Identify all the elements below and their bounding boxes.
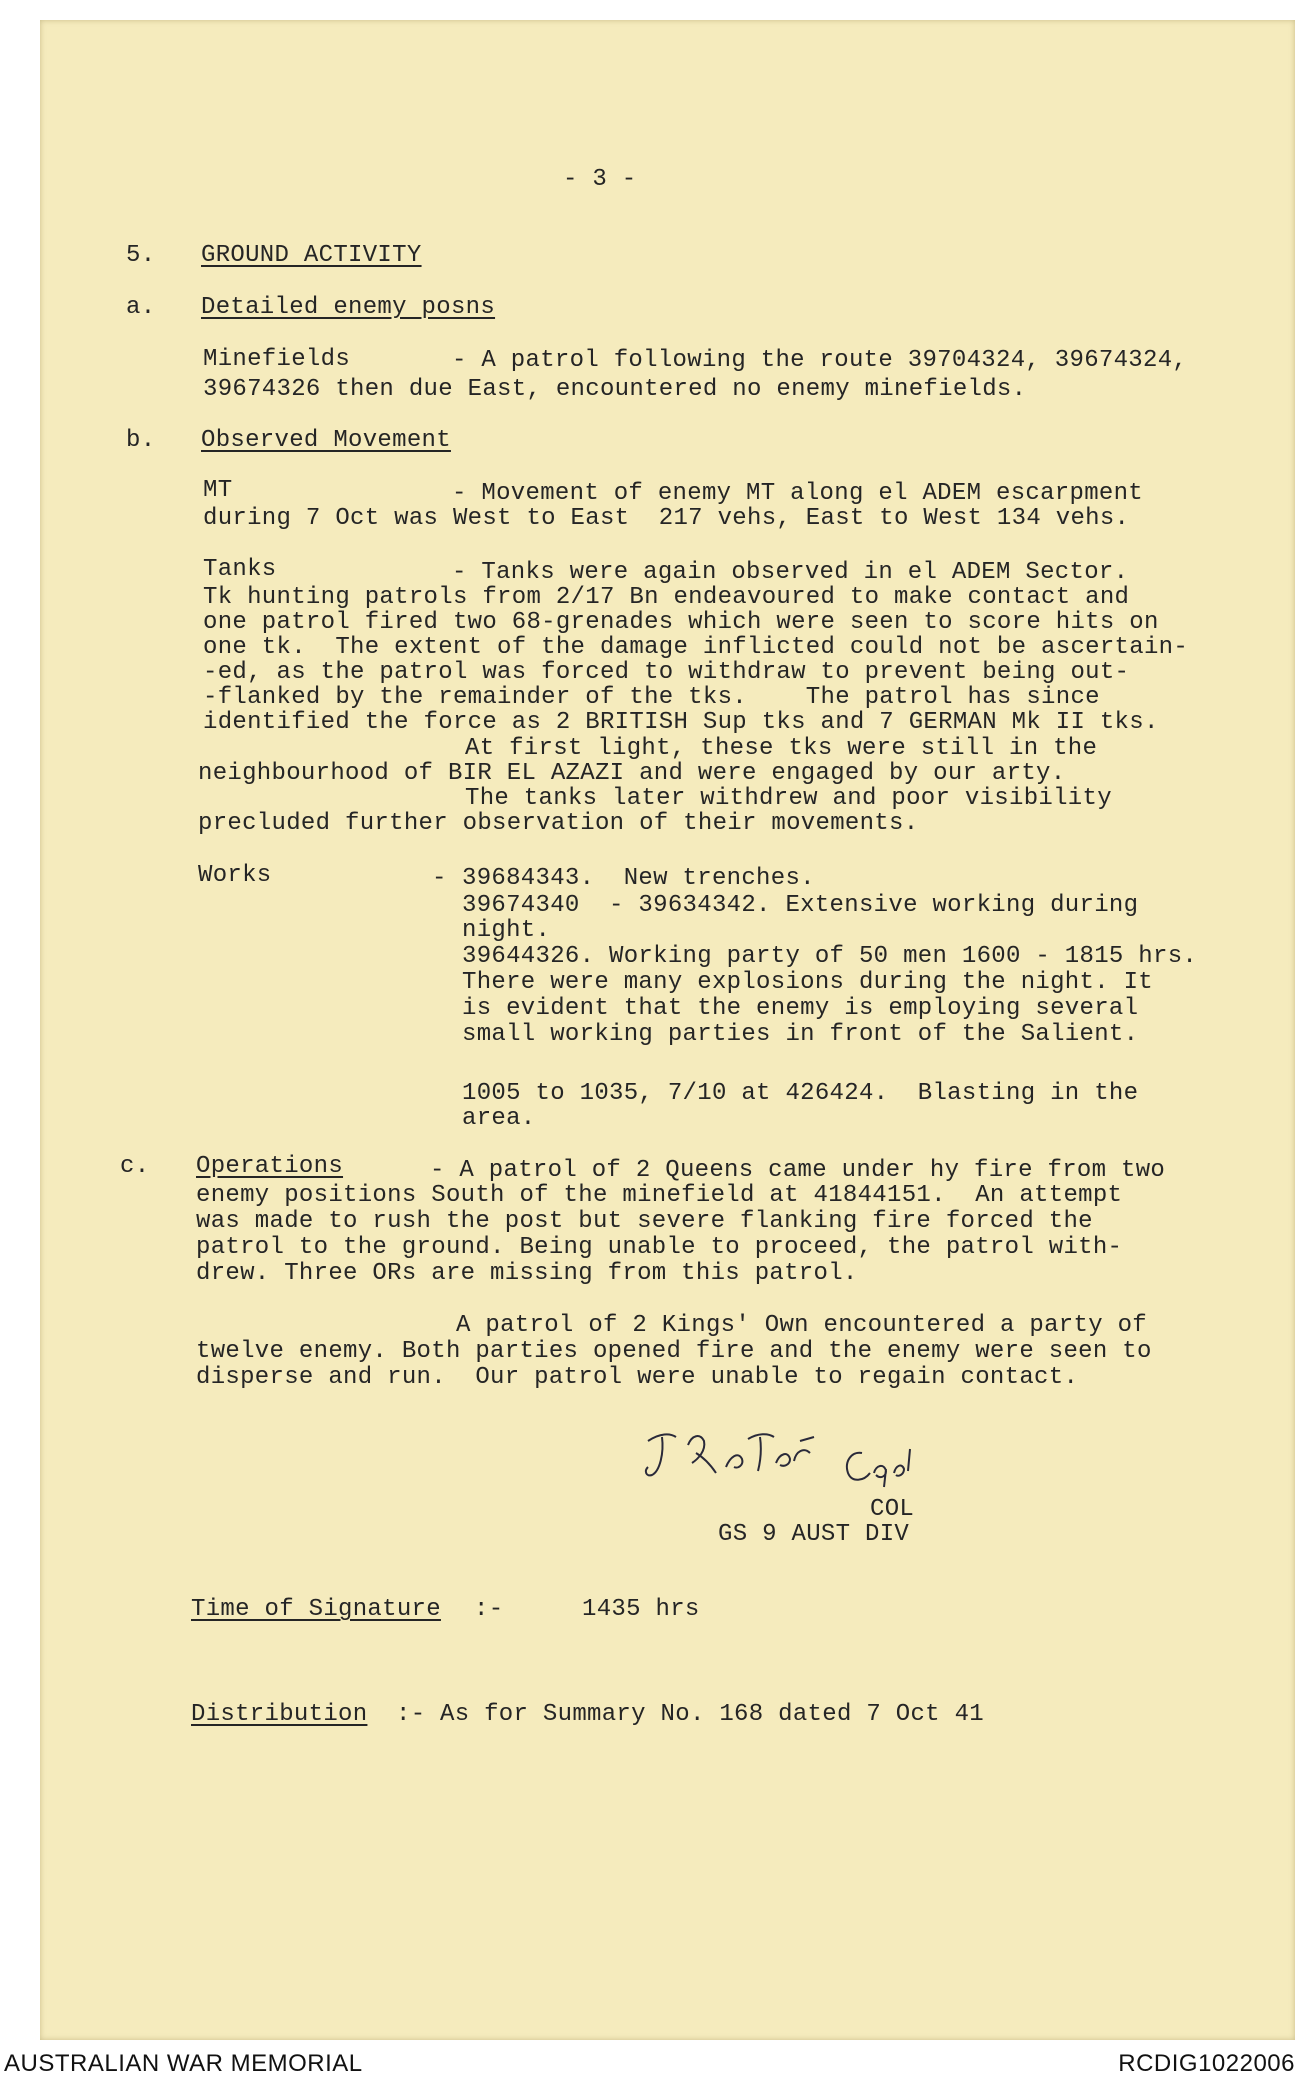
tanks-text: one tk. The extent of the damage inflicted could not be ascertain-	[203, 634, 1189, 661]
distribution-label: Distribution	[191, 1701, 368, 1728]
tanks-text: identified the force as 2 BRITISH Sup tks and 7 GERMAN Mk II tks.	[203, 709, 1159, 736]
tanks-text: precluded further observation of their movements.	[198, 810, 919, 837]
works-text: 39684343. New trenches.	[462, 865, 815, 892]
operations-text: - A patrol of 2 Queens came under hy fire from two	[430, 1157, 1166, 1184]
works-text: 1005 to 1035, 7/10 at 426424. Blasting in the	[462, 1080, 1139, 1107]
subsection-c-title: Operations	[196, 1153, 344, 1180]
works-label: Works	[198, 862, 272, 889]
tanks-text: Tk hunting patrols from 2/17 Bn endeavoured to make contact and	[203, 584, 1130, 611]
mt-text: - Movement of enemy MT along el ADEM escarpment	[452, 480, 1144, 507]
distribution-sep: :-	[396, 1701, 426, 1728]
minefields-text: - A patrol following the route 39704324, 39674324,	[452, 347, 1188, 374]
minefields-label: Minefields	[203, 346, 351, 373]
tanks-text: - Tanks were again observed in el ADEM Sector.	[452, 559, 1129, 586]
subsection-a-title: Detailed enemy posns	[201, 294, 496, 321]
works-text: area.	[462, 1105, 536, 1132]
page-number: - 3 -	[563, 166, 637, 193]
time-of-signature-label: Time of Signature	[191, 1596, 441, 1623]
distribution-value: As for Summary No. 168 dated 7 Oct 41	[440, 1701, 984, 1728]
works-dash: -	[432, 865, 447, 892]
section-title: GROUND ACTIVITY	[201, 242, 422, 269]
handwritten-signature	[640, 1423, 960, 1493]
works-text: There were many explosions during the night. It	[462, 969, 1154, 996]
operations-text: drew. Three ORs are missing from this patrol.	[196, 1260, 858, 1287]
subsection-c-letter: c.	[120, 1153, 150, 1180]
footer-institution: AUSTRALIAN WAR MEMORIAL	[4, 2050, 363, 2077]
works-text: small working parties in front of the Salient.	[462, 1021, 1139, 1048]
tanks-text: -ed, as the patrol was forced to withdraw to prevent being out-	[203, 659, 1130, 686]
tanks-label: Tanks	[203, 556, 277, 583]
operations-text: twelve enemy. Both parties opened fire and the enemy were seen to	[196, 1338, 1152, 1365]
tanks-text: The tanks later withdrew and poor visibility	[465, 785, 1112, 812]
footer-record-id: RCDIG1022006	[1118, 2050, 1295, 2077]
operations-text: patrol to the ground. Being unable to proceed, the patrol with-	[196, 1234, 1123, 1261]
subsection-a-letter: a.	[126, 294, 156, 321]
operations-text: A patrol of 2 Kings' Own encountered a party of	[456, 1312, 1148, 1339]
works-text: 39674340 - 39634342. Extensive working during	[462, 892, 1139, 919]
tanks-text: At first light, these tks were still in the	[465, 735, 1098, 762]
mt-text: during 7 Oct was West to East 217 vehs, East to West 134 vehs.	[203, 505, 1130, 532]
tanks-text: -flanked by the remainder of the tks. The patrol has since	[203, 684, 1100, 711]
tanks-text: one patrol fired two 68-grenades which were seen to score hits on	[203, 609, 1159, 636]
tanks-text: neighbourhood of BIR EL AZAZI and were engaged by our arty.	[198, 760, 1066, 787]
mt-label: MT	[203, 477, 233, 504]
subsection-b-title: Observed Movement	[201, 427, 451, 454]
signature-unit: GS 9 AUST DIV	[718, 1521, 910, 1548]
works-text: 39644326. Working party of 50 men 1600 - 1815 hrs.	[462, 943, 1198, 970]
works-text: night.	[462, 917, 551, 944]
minefields-text: 39674326 then due East, encountered no enemy minefields.	[203, 376, 1027, 403]
operations-text: enemy positions South of the minefield at 41844151. An attempt	[196, 1182, 1123, 1209]
subsection-b-letter: b.	[126, 427, 156, 454]
signature-title: COL	[870, 1496, 915, 1523]
time-of-signature-sep: :-	[474, 1596, 504, 1623]
section-number: 5.	[126, 242, 156, 269]
operations-text: disperse and run. Our patrol were unable to regain contact.	[196, 1364, 1079, 1391]
works-text: is evident that the enemy is employing several	[462, 995, 1139, 1022]
time-of-signature-value: 1435 hrs	[582, 1596, 700, 1623]
operations-text: was made to rush the post but severe flanking fire forced the	[196, 1208, 1093, 1235]
